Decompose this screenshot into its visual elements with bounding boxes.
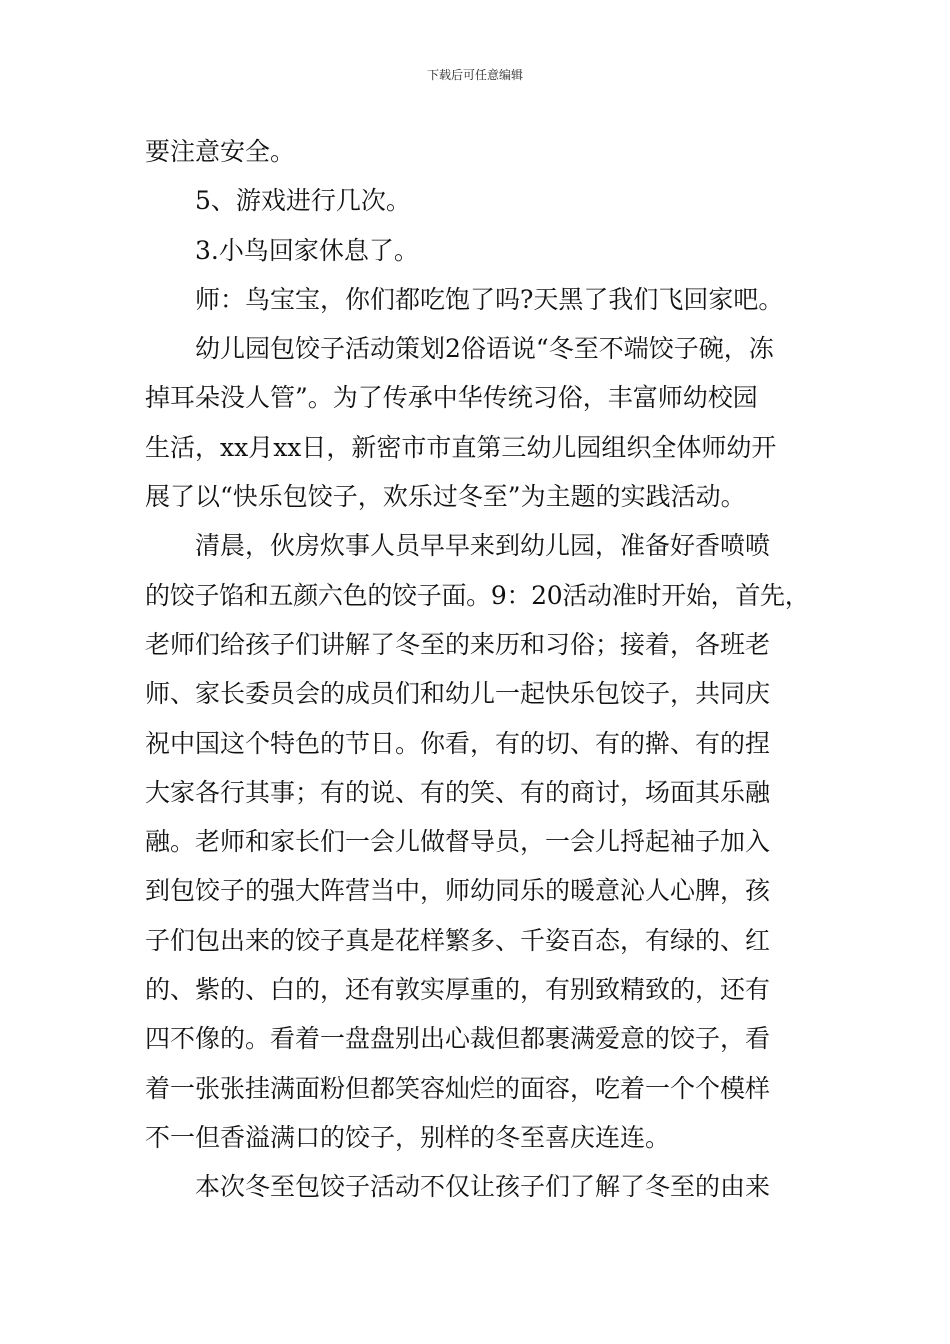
text-line: 生活，xx月xx日，新密市市直第三幼儿园组织全体师幼开 [145,432,777,462]
text-line: 大家各行其事；有的说、有的笑、有的商讨，场面其乐融 [145,777,771,807]
text-line: 融。老师和家长们一会儿做督导员，一会儿捋起袖子加入 [145,827,771,857]
text-line: 展了以“快乐包饺子，欢乐过冬至”为主题的实践活动。 [145,482,746,512]
page-header: 下载后可任意编辑 [426,68,523,82]
text-line: 祝中国这个特色的节日。你看，有的切、有的擀、有的捏 [145,728,771,758]
text-line: 幼儿园包饺子活动策划2俗语说“冬至不端饺子碗，冻 [195,334,774,364]
text-line: 师：鸟宝宝，你们都吃饱了吗?天黑了我们飞回家吧。 [195,284,784,314]
text-line: 5、游戏进行几次。 [195,186,411,216]
text-line: 的饺子馅和五颜六色的饺子面。9：20活动准时开始，首先， [145,580,810,610]
text-line: 本次冬至包饺子活动不仅让孩子们了解了冬至的由来 [195,1172,771,1202]
body-text [145,127,810,1212]
text-line: 老师们给孩子们讲解了冬至的来历和习俗；接着，各班老 [145,629,771,659]
text-line: 清晨，伙房炊事人员早早来到幼儿园，准备好香喷喷 [195,531,771,561]
text-line: 着一张张挂满面粉但都笑容灿烂的面容，吃着一个个模样 [145,1073,771,1103]
text-line: 子们包出来的饺子真是花样繁多、千姿百态，有绿的、红 [145,925,771,955]
text-line: 到包饺子的强大阵营当中，师幼同乐的暖意沁人心脾，孩 [145,876,771,906]
text-line: 的、紫的、白的，还有敦实厚重的，有别致精致的，还有 [145,975,771,1005]
text-line: 掉耳朵没人管”。为了传承中华传统习俗，丰富师幼校园 [145,383,758,413]
text-line: 不一但香溢满口的饺子，别样的冬至喜庆连连。 [145,1122,671,1152]
text-line: 师、家长委员会的成员们和幼儿一起快乐包饺子，共同庆 [145,679,771,709]
text-line: 四不像的。看着一盘盘别出心裁但都裹满爱意的饺子，看 [145,1024,771,1054]
text-line: 3.小鸟回家休息了。 [195,235,419,265]
text-line: 要注意安全。 [145,137,296,166]
